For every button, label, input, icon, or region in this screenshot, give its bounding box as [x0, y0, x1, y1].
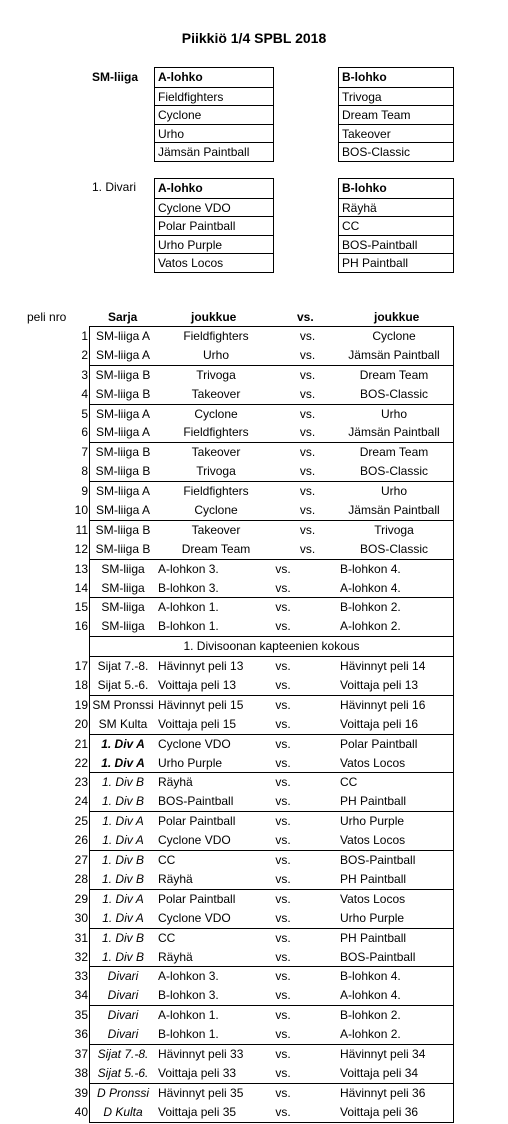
vs-label: vs. [299, 425, 316, 440]
team-1: Räyhä [158, 871, 193, 886]
team-2: Vatos Locos [340, 833, 406, 848]
group-cell: CC [339, 216, 453, 235]
team-2: BOS-Classic [359, 386, 428, 401]
vs-label: vs. [275, 736, 291, 751]
match-number: 4 [81, 386, 88, 401]
team-2: Urho [380, 406, 407, 421]
team-2: Vatos Locos [340, 891, 406, 906]
team-1: CC [158, 853, 176, 868]
vs-label: vs. [275, 1065, 291, 1080]
match-number: 30 [74, 910, 88, 925]
match-number: 6 [81, 425, 88, 440]
team-2: B-lohkon 4. [340, 969, 401, 984]
team-1: Trivoga [196, 367, 236, 382]
team-2: Urho Purple [340, 814, 405, 829]
vs-label: vs. [275, 716, 291, 731]
team-2: PH Paintball [340, 871, 407, 886]
match-number: 8 [81, 464, 88, 479]
series: D Kulta [103, 1104, 143, 1119]
match-block [74, 812, 453, 851]
match-row [74, 1006, 453, 1025]
match-number: 19 [74, 697, 88, 712]
group-cell: Vatos Locos [155, 253, 273, 272]
team-2: B-lohkon 2. [340, 600, 401, 615]
vs-label: vs. [275, 853, 291, 868]
match-number: 7 [81, 445, 88, 460]
header-sarja: Sarja [108, 310, 138, 324]
divari-label: 1. Divari [92, 180, 137, 194]
vs-label: vs. [275, 659, 291, 674]
team-2: Jämsän Paintball [348, 347, 440, 362]
match-row [74, 715, 453, 734]
series: Divari [107, 969, 139, 984]
match-row [74, 1025, 453, 1044]
team-1: B-lohkon 3. [158, 988, 219, 1003]
series: Sijat 5.-6. [97, 678, 149, 693]
vs-label: vs. [275, 871, 291, 886]
team-2: A-lohkon 4. [340, 988, 401, 1003]
match-number: 15 [74, 600, 88, 615]
series: SM-liiga A [95, 484, 151, 499]
team-1: Voittaja peli 33 [158, 1065, 237, 1080]
vs-label: vs. [275, 969, 291, 984]
series: SM-liiga B [95, 445, 151, 460]
group-cell: BOS-Classic [339, 142, 453, 161]
match-number: 17 [74, 659, 88, 674]
team-2: Hävinnyt peli 36 [340, 1085, 426, 1100]
match-block [74, 1006, 453, 1045]
team-2: Polar Paintball [340, 736, 418, 751]
team-1: Hävinnyt peli 15 [158, 697, 244, 712]
vs-label: vs. [275, 1046, 291, 1061]
match-number: 26 [74, 833, 88, 848]
match-block [90, 637, 453, 657]
series: 1. Div A [102, 833, 144, 848]
vs-label: vs. [275, 833, 291, 848]
vs-label: vs. [275, 697, 291, 712]
match-row [74, 501, 453, 520]
match-row [74, 540, 453, 559]
match-number: 32 [74, 949, 88, 964]
team-2: BOS-Classic [359, 464, 428, 479]
series: 1. Div B [101, 930, 144, 945]
match-block [74, 967, 453, 1006]
team-1: Voittaja peli 15 [158, 716, 237, 731]
series: 1. Div A [102, 814, 144, 829]
match-row [81, 462, 453, 481]
team-1: Cyclone VDO [158, 736, 231, 751]
team-2: Dream Team [359, 367, 429, 382]
group-cell: PH Paintball [339, 253, 453, 272]
team-1: Cyclone [194, 406, 238, 421]
match-row [74, 792, 453, 811]
vs-label: vs. [275, 1104, 291, 1119]
match-number: 9 [81, 484, 88, 499]
match-row [81, 405, 453, 424]
vs-label: vs. [275, 678, 291, 693]
team-2: Hävinnyt peli 34 [340, 1046, 426, 1061]
team-2: Vatos Locos [340, 755, 406, 770]
match-row [74, 851, 453, 870]
series: 1. Div A [101, 755, 145, 770]
vs-label: vs. [275, 775, 291, 790]
match-row [74, 1084, 453, 1103]
match-row [74, 754, 453, 773]
match-row [74, 986, 453, 1005]
match-block [74, 560, 453, 599]
team-2: Hävinnyt peli 16 [340, 697, 426, 712]
match-number: 22 [74, 755, 88, 770]
match-number: 1 [81, 329, 88, 343]
team-2: Jämsän Paintball [348, 425, 440, 440]
series: 1. Div B [101, 853, 144, 868]
header-vs: vs. [297, 310, 314, 324]
team-2: Jämsän Paintball [348, 503, 440, 518]
match-row [74, 812, 453, 831]
match-row [74, 890, 453, 909]
vs-label: vs. [299, 329, 316, 343]
team-1: Cyclone VDO [158, 833, 231, 848]
team-2: A-lohkon 2. [340, 1027, 401, 1042]
vs-label: vs. [275, 1008, 291, 1023]
match-row [74, 948, 453, 967]
group-cell: A-lohko [158, 181, 203, 195]
team-1: Hävinnyt peli 35 [158, 1085, 244, 1100]
group-cell: Fieldfighters [155, 87, 273, 106]
header-peli-nro: peli nro [27, 310, 67, 324]
match-block [74, 851, 453, 890]
team-2: BOS-Paintball [340, 949, 416, 964]
team-2: Voittaja peli 36 [340, 1104, 419, 1119]
vs-label: vs. [275, 619, 291, 634]
match-row [90, 637, 453, 656]
team-2: BOS-Paintball [340, 853, 416, 868]
vs-label: vs. [275, 910, 291, 925]
match-number: 3 [81, 367, 88, 382]
team-1: CC [158, 930, 176, 945]
match-block [74, 1045, 453, 1084]
series: Divari [107, 1008, 139, 1023]
vs-label: vs. [299, 386, 316, 401]
team-1: Voittaja peli 13 [158, 678, 237, 693]
team-1: B-lohkon 1. [158, 1027, 219, 1042]
meeting-note: 1. Divisoonan kapteenien kokous [183, 639, 360, 654]
series: SM-liiga B [95, 386, 151, 401]
div-b-group [338, 178, 454, 273]
vs-label: vs. [275, 561, 291, 576]
match-number: 34 [74, 988, 88, 1003]
series: SM-liiga B [95, 522, 151, 537]
match-block [74, 890, 453, 929]
match-block [74, 1084, 453, 1123]
match-row [74, 773, 453, 792]
match-number: 10 [74, 503, 88, 518]
series: 1. Div B [101, 794, 144, 809]
match-number: 36 [74, 1027, 88, 1042]
team-2: B-lohkon 4. [340, 561, 401, 576]
match-row [81, 346, 453, 365]
match-number: 38 [74, 1065, 88, 1080]
series: SM Pronssi [92, 697, 154, 712]
schedule-table [74, 326, 454, 1123]
team-1: A-lohkon 1. [158, 1008, 219, 1023]
group-cell: BOS-Paintball [339, 235, 453, 254]
team-1: Hävinnyt peli 13 [158, 659, 244, 674]
match-row [81, 482, 453, 501]
team-1: Urho Purple [158, 755, 223, 770]
match-number: 31 [74, 930, 88, 945]
match-block [74, 482, 453, 521]
team-1: Polar Paintball [158, 814, 236, 829]
vs-label: vs. [275, 1085, 291, 1100]
match-row [74, 831, 453, 850]
team-1: Trivoga [196, 464, 236, 479]
team-1: A-lohkon 1. [158, 600, 219, 615]
match-row [74, 657, 453, 676]
sm-b-group [338, 67, 454, 162]
match-row [74, 909, 453, 928]
vs-label: vs. [275, 814, 291, 829]
match-row [74, 967, 453, 986]
vs-label: vs. [275, 1027, 291, 1042]
match-number: 35 [74, 1008, 88, 1023]
vs-label: vs. [299, 406, 316, 421]
match-block [74, 735, 453, 774]
vs-label: vs. [299, 522, 316, 537]
team-1: Voittaja peli 35 [158, 1104, 237, 1119]
match-number: 21 [74, 736, 88, 751]
team-2: B-lohkon 2. [340, 1008, 401, 1023]
div-a-group [154, 178, 274, 273]
team-1: Cyclone VDO [158, 910, 231, 925]
vs-label: vs. [275, 794, 291, 809]
match-row [74, 735, 453, 754]
vs-label: vs. [299, 484, 316, 499]
match-row [74, 598, 453, 617]
series: Sijat 7.-8. [97, 659, 149, 674]
match-row [81, 327, 453, 346]
match-row [81, 443, 453, 462]
match-number: 29 [74, 891, 88, 906]
match-block [74, 773, 453, 812]
team-2: Voittaja peli 34 [340, 1065, 419, 1080]
team-2: Hävinnyt peli 14 [340, 659, 426, 674]
match-block [81, 443, 453, 482]
sm-a-group [154, 67, 274, 162]
team-2: Cyclone [372, 329, 416, 343]
series: SM-liiga [101, 561, 145, 576]
match-row [74, 870, 453, 889]
team-1: Räyhä [158, 949, 193, 964]
team-1: B-lohkon 3. [158, 580, 219, 595]
team-2: Dream Team [359, 445, 429, 460]
team-1: Hävinnyt peli 33 [158, 1046, 244, 1061]
match-block [74, 521, 453, 560]
match-block [74, 696, 453, 735]
match-block [74, 598, 453, 637]
match-number: 23 [74, 775, 88, 790]
series: Divari [107, 988, 139, 1003]
match-row [74, 929, 453, 948]
team-1: Cyclone [194, 503, 238, 518]
vs-label: vs. [275, 580, 291, 595]
series: SM-liiga A [95, 329, 151, 343]
vs-label: vs. [299, 503, 316, 518]
series: 1. Div B [101, 949, 144, 964]
team-1: Räyhä [158, 775, 193, 790]
match-number: 5 [81, 406, 88, 421]
group-cell: Takeover [339, 124, 453, 143]
team-2: A-lohkon 2. [340, 619, 401, 634]
group-cell: Cyclone VDO [155, 198, 273, 217]
group-cell: Urho [155, 124, 273, 143]
team-2: PH Paintball [340, 930, 407, 945]
series: SM-liiga A [95, 406, 151, 421]
team-2: Urho [380, 484, 407, 499]
page-title: Piikkiö 1/4 SPBL 2018 [181, 30, 327, 46]
match-row [74, 1103, 453, 1122]
vs-label: vs. [299, 445, 316, 460]
match-number: 25 [74, 814, 88, 829]
match-block [81, 366, 453, 405]
match-row [74, 560, 453, 579]
match-row [74, 676, 453, 695]
match-row [81, 366, 453, 385]
match-block [74, 657, 453, 696]
match-row [81, 385, 453, 404]
group-cell: Polar Paintball [155, 216, 273, 235]
match-number: 20 [74, 716, 88, 731]
group-cell: B-lohko [342, 181, 387, 195]
match-block [81, 327, 453, 366]
series: 1. Div B [101, 775, 144, 790]
team-2: CC [340, 775, 358, 790]
vs-label: vs. [275, 949, 291, 964]
match-number: 33 [74, 969, 88, 984]
group-cell: Räyhä [339, 198, 453, 217]
match-row [75, 521, 453, 540]
series: SM-liiga [101, 600, 145, 615]
series: SM-liiga B [95, 464, 151, 479]
series: SM-liiga A [95, 503, 151, 518]
team-1: Urho [202, 347, 229, 362]
team-1: Polar Paintball [158, 891, 236, 906]
group-cell: B-lohko [342, 70, 387, 84]
team-1: Fieldfighters [183, 329, 249, 343]
team-1: Fieldfighters [183, 484, 249, 499]
match-row [74, 617, 453, 636]
match-row [74, 1045, 453, 1064]
match-row [74, 696, 453, 715]
vs-label: vs. [299, 347, 316, 362]
match-row [74, 579, 453, 598]
team-2: A-lohkon 4. [340, 580, 401, 595]
vs-label: vs. [275, 755, 291, 770]
group-cell: Cyclone [155, 105, 273, 124]
team-2: BOS-Classic [359, 541, 428, 556]
match-number: 16 [74, 619, 88, 634]
team-2: Trivoga [374, 522, 414, 537]
match-row [74, 1064, 453, 1083]
series: 1. Div B [101, 871, 144, 886]
series: SM Kulta [98, 716, 148, 731]
match-number: 13 [74, 561, 88, 576]
vs-label: vs. [275, 930, 291, 945]
team-1: Dream Team [181, 541, 251, 556]
team-2: Voittaja peli 16 [340, 716, 419, 731]
header-team1: joukkue [191, 310, 237, 324]
group-cell: Trivoga [339, 87, 453, 106]
match-number: 24 [74, 794, 88, 809]
series: Sijat 7.-8. [97, 1046, 149, 1061]
match-block [74, 929, 453, 968]
match-row [81, 423, 453, 442]
series: SM-liiga A [95, 425, 151, 440]
team-1: Takeover [191, 386, 241, 401]
group-cell: Urho Purple [155, 235, 273, 254]
series: 1. Div A [102, 891, 144, 906]
series: D Pronssi [96, 1085, 149, 1100]
vs-label: vs. [299, 367, 316, 382]
team-1: Takeover [191, 522, 241, 537]
match-number: 40 [74, 1104, 88, 1119]
match-number: 12 [74, 541, 88, 556]
team-1: Fieldfighters [183, 425, 249, 440]
vs-label: vs. [299, 464, 316, 479]
sm-liiga-label: SM-liiga [92, 70, 139, 84]
group-cell: Jämsän Paintball [155, 142, 273, 161]
series: SM-liiga B [95, 541, 151, 556]
match-number: 27 [74, 853, 88, 868]
series: SM-liiga [101, 580, 145, 595]
series: SM-liiga [101, 619, 145, 634]
match-number: 18 [74, 678, 88, 693]
header-team2: joukkue [374, 310, 420, 324]
match-number: 28 [74, 871, 88, 886]
vs-label: vs. [275, 988, 291, 1003]
match-block [81, 405, 453, 444]
series: 1. Div A [101, 736, 145, 751]
team-1: Takeover [191, 445, 241, 460]
vs-label: vs. [275, 891, 291, 906]
match-number: 14 [74, 580, 88, 595]
team-1: A-lohkon 3. [158, 969, 219, 984]
team-1: A-lohkon 3. [158, 561, 219, 576]
series: Sijat 5.-6. [97, 1065, 149, 1080]
team-1: B-lohkon 1. [158, 619, 219, 634]
team-2: Urho Purple [340, 910, 405, 925]
match-number: 11 [75, 522, 88, 537]
group-cell: Dream Team [339, 105, 453, 124]
vs-label: vs. [275, 600, 291, 615]
series: Divari [107, 1027, 139, 1042]
group-cell: A-lohko [158, 70, 203, 84]
vs-label: vs. [299, 541, 316, 556]
series: 1. Div A [102, 910, 144, 925]
series: SM-liiga A [95, 347, 151, 362]
match-number: 39 [74, 1085, 88, 1100]
team-2: Voittaja peli 13 [340, 678, 419, 693]
match-number: 37 [74, 1046, 88, 1061]
team-1: BOS-Paintball [158, 794, 234, 809]
team-2: PH Paintball [340, 794, 407, 809]
series: SM-liiga B [95, 367, 151, 382]
match-number: 2 [81, 347, 88, 362]
